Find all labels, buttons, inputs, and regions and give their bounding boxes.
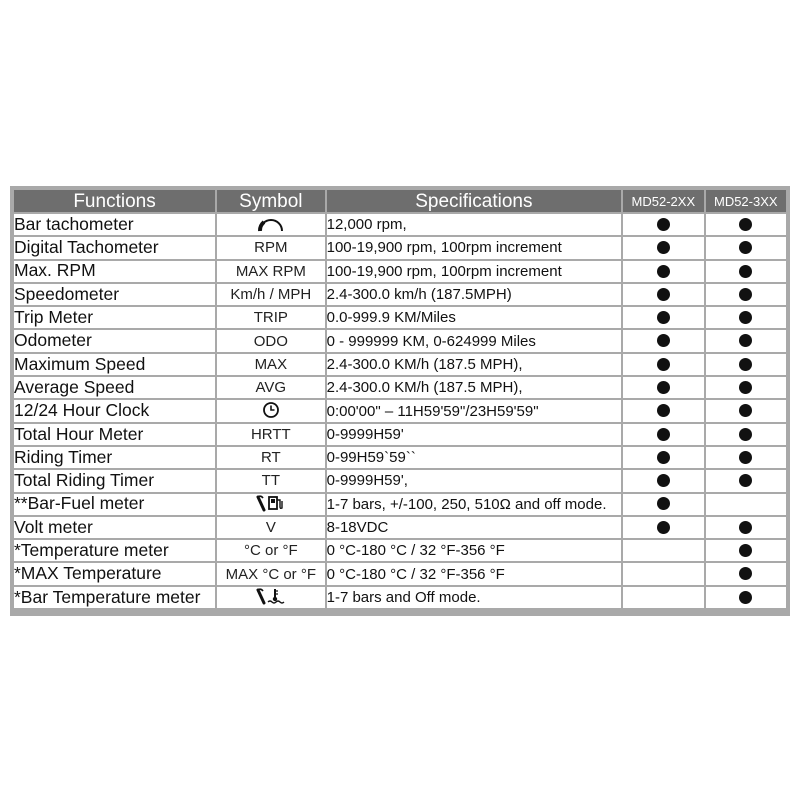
- symbol-cell: [217, 587, 325, 608]
- symbol-cell: [217, 400, 325, 421]
- availability-dot-icon: [739, 311, 752, 324]
- symbol-cell: Km/h / MPH: [217, 284, 325, 305]
- specification-cell: 0 °C-180 °C / 32 °F-356 °F: [327, 563, 622, 584]
- availability-cell-md52-2xx: [623, 517, 703, 538]
- table-row: [14, 517, 786, 538]
- availability-dot-icon: [657, 241, 670, 254]
- availability-cell-md52-3xx: [706, 261, 786, 282]
- availability-cell-md52-2xx: [623, 214, 703, 235]
- header-model-md52-2xx: MD52-2XX: [623, 190, 703, 212]
- function-cell: *Temperature meter: [14, 540, 215, 561]
- function-cell: Maximum Speed: [14, 354, 215, 375]
- fuel-gauge-icon: [254, 494, 288, 515]
- symbol-cell: TRIP: [217, 307, 325, 328]
- availability-dot-icon: [739, 288, 752, 301]
- availability-cell-md52-2xx: [623, 587, 703, 608]
- table-row: [14, 470, 786, 491]
- symbol-cell: HRTT: [217, 424, 325, 445]
- availability-dot-icon: [739, 474, 752, 487]
- availability-cell-md52-2xx: [623, 494, 703, 515]
- availability-dot-icon: [657, 381, 670, 394]
- availability-cell-md52-3xx: [706, 377, 786, 398]
- availability-dot-icon: [657, 288, 670, 301]
- availability-cell-md52-3xx: [706, 237, 786, 258]
- availability-dot-icon: [657, 265, 670, 278]
- availability-dot-icon: [739, 404, 752, 417]
- availability-cell-md52-2xx: [623, 261, 703, 282]
- availability-cell-md52-3xx: [706, 400, 786, 421]
- symbol-cell: V: [217, 517, 325, 538]
- function-cell: *MAX Temperature: [14, 563, 215, 584]
- header-row: [14, 190, 786, 212]
- symbol-cell: MAX RPM: [217, 261, 325, 282]
- symbol-cell: RPM: [217, 237, 325, 258]
- function-cell: Max. RPM: [14, 261, 215, 282]
- spec-table-frame: [10, 186, 790, 616]
- availability-dot-icon: [657, 358, 670, 371]
- availability-cell-md52-2xx: [623, 284, 703, 305]
- header-symbol: Symbol: [217, 190, 325, 212]
- availability-cell-md52-3xx: [706, 494, 786, 515]
- availability-dot-icon: [739, 591, 752, 604]
- symbol-cell: °C or °F: [217, 540, 325, 561]
- symbol-cell: ODO: [217, 330, 325, 351]
- availability-dot-icon: [657, 497, 670, 510]
- header-specifications: Specifications: [327, 190, 622, 212]
- availability-cell-md52-2xx: [623, 307, 703, 328]
- function-cell: Speedometer: [14, 284, 215, 305]
- coolant-temperature-icon: [254, 587, 288, 608]
- availability-cell-md52-2xx: [623, 330, 703, 351]
- availability-cell-md52-2xx: [623, 237, 703, 258]
- table-row: [14, 424, 786, 445]
- function-cell: Riding Timer: [14, 447, 215, 468]
- availability-cell-md52-2xx: [623, 540, 703, 561]
- table-row: [14, 237, 786, 258]
- function-cell: Total Hour Meter: [14, 424, 215, 445]
- function-cell: Average Speed: [14, 377, 215, 398]
- specification-cell: 1-7 bars and Off mode.: [327, 587, 622, 608]
- symbol-cell: RT: [217, 447, 325, 468]
- symbol-cell: AVG: [217, 377, 325, 398]
- availability-cell-md52-2xx: [623, 377, 703, 398]
- availability-dot-icon: [739, 428, 752, 441]
- availability-cell-md52-3xx: [706, 330, 786, 351]
- header-functions: Functions: [14, 190, 215, 212]
- function-cell: Trip Meter: [14, 307, 215, 328]
- table-row: [14, 587, 786, 608]
- specification-cell: 100-19,900 rpm, 100rpm increment: [327, 261, 622, 282]
- availability-dot-icon: [657, 521, 670, 534]
- availability-dot-icon: [739, 218, 752, 231]
- availability-cell-md52-2xx: [623, 447, 703, 468]
- availability-cell-md52-3xx: [706, 424, 786, 445]
- function-cell: 12/24 Hour Clock: [14, 400, 215, 421]
- availability-cell-md52-3xx: [706, 563, 786, 584]
- symbol-cell: MAX: [217, 354, 325, 375]
- availability-dot-icon: [657, 404, 670, 417]
- table-row: [14, 307, 786, 328]
- availability-dot-icon: [657, 334, 670, 347]
- availability-cell-md52-3xx: [706, 354, 786, 375]
- availability-dot-icon: [657, 474, 670, 487]
- availability-dot-icon: [657, 218, 670, 231]
- table-row: [14, 284, 786, 305]
- table-row: [14, 540, 786, 561]
- clock-icon: [260, 401, 282, 422]
- specification-cell: 0 °C-180 °C / 32 °F-356 °F: [327, 540, 622, 561]
- table-row: [14, 330, 786, 351]
- specification-cell: 0-9999H59',: [327, 470, 622, 491]
- availability-dot-icon: [739, 544, 752, 557]
- table-row: [14, 377, 786, 398]
- availability-cell-md52-2xx: [623, 563, 703, 584]
- function-cell: Digital Tachometer: [14, 237, 215, 258]
- function-cell: *Bar Temperature meter: [14, 587, 215, 608]
- table-row: [14, 494, 786, 515]
- availability-dot-icon: [657, 311, 670, 324]
- availability-dot-icon: [739, 358, 752, 371]
- availability-cell-md52-3xx: [706, 284, 786, 305]
- table-row: [14, 214, 786, 235]
- availability-dot-icon: [739, 567, 752, 580]
- function-cell: Odometer: [14, 330, 215, 351]
- availability-cell-md52-3xx: [706, 517, 786, 538]
- specification-cell: 0-9999H59': [327, 424, 622, 445]
- specification-cell: 0.0-999.9 KM/Miles: [327, 307, 622, 328]
- specification-cell: 2.4-300.0 km/h (187.5MPH): [327, 284, 622, 305]
- availability-dot-icon: [739, 521, 752, 534]
- availability-dot-icon: [739, 265, 752, 278]
- symbol-cell: [217, 214, 325, 235]
- specification-cell: 2.4-300.0 KM/h (187.5 MPH),: [327, 354, 622, 375]
- availability-cell-md52-3xx: [706, 470, 786, 491]
- availability-cell-md52-2xx: [623, 400, 703, 421]
- specification-cell: 2.4-300.0 KM/h (187.5 MPH),: [327, 377, 622, 398]
- availability-dot-icon: [739, 334, 752, 347]
- specification-cell: 0-99H59`59``: [327, 447, 622, 468]
- function-cell: Bar tachometer: [14, 214, 215, 235]
- availability-cell-md52-3xx: [706, 214, 786, 235]
- availability-dot-icon: [739, 241, 752, 254]
- availability-dot-icon: [739, 451, 752, 464]
- function-cell: Total Riding Timer: [14, 470, 215, 491]
- availability-cell-md52-3xx: [706, 540, 786, 561]
- specification-cell: 100-19,900 rpm, 100rpm increment: [327, 237, 622, 258]
- table-body: [14, 214, 786, 608]
- table-row: [14, 354, 786, 375]
- symbol-cell: [217, 494, 325, 515]
- availability-cell-md52-3xx: [706, 307, 786, 328]
- table-row: [14, 400, 786, 421]
- availability-cell-md52-2xx: [623, 424, 703, 445]
- availability-cell-md52-3xx: [706, 447, 786, 468]
- symbol-cell: MAX °C or °F: [217, 563, 325, 584]
- availability-cell-md52-2xx: [623, 354, 703, 375]
- specification-cell: 0 - 999999 KM, 0-624999 Miles: [327, 330, 622, 351]
- availability-cell-md52-3xx: [706, 587, 786, 608]
- availability-dot-icon: [657, 428, 670, 441]
- spec-table: [12, 188, 788, 610]
- specification-cell: 0:00'00" – 11H59'59"/23H59'59": [327, 400, 622, 421]
- table-row: [14, 261, 786, 282]
- specification-cell: 8-18VDC: [327, 517, 622, 538]
- table-row: [14, 563, 786, 584]
- specification-cell: 12,000 rpm,: [327, 214, 622, 235]
- availability-dot-icon: [739, 381, 752, 394]
- function-cell: Volt meter: [14, 517, 215, 538]
- table-row: [14, 447, 786, 468]
- specification-cell: 1-7 bars, +/-100, 250, 510Ω and off mode.: [327, 494, 622, 515]
- header-model-md52-3xx: MD52-3XX: [706, 190, 786, 212]
- availability-cell-md52-2xx: [623, 470, 703, 491]
- availability-dot-icon: [657, 451, 670, 464]
- function-cell: **Bar-Fuel meter: [14, 494, 215, 515]
- arc-tachometer-icon: [257, 214, 285, 235]
- symbol-cell: TT: [217, 470, 325, 491]
